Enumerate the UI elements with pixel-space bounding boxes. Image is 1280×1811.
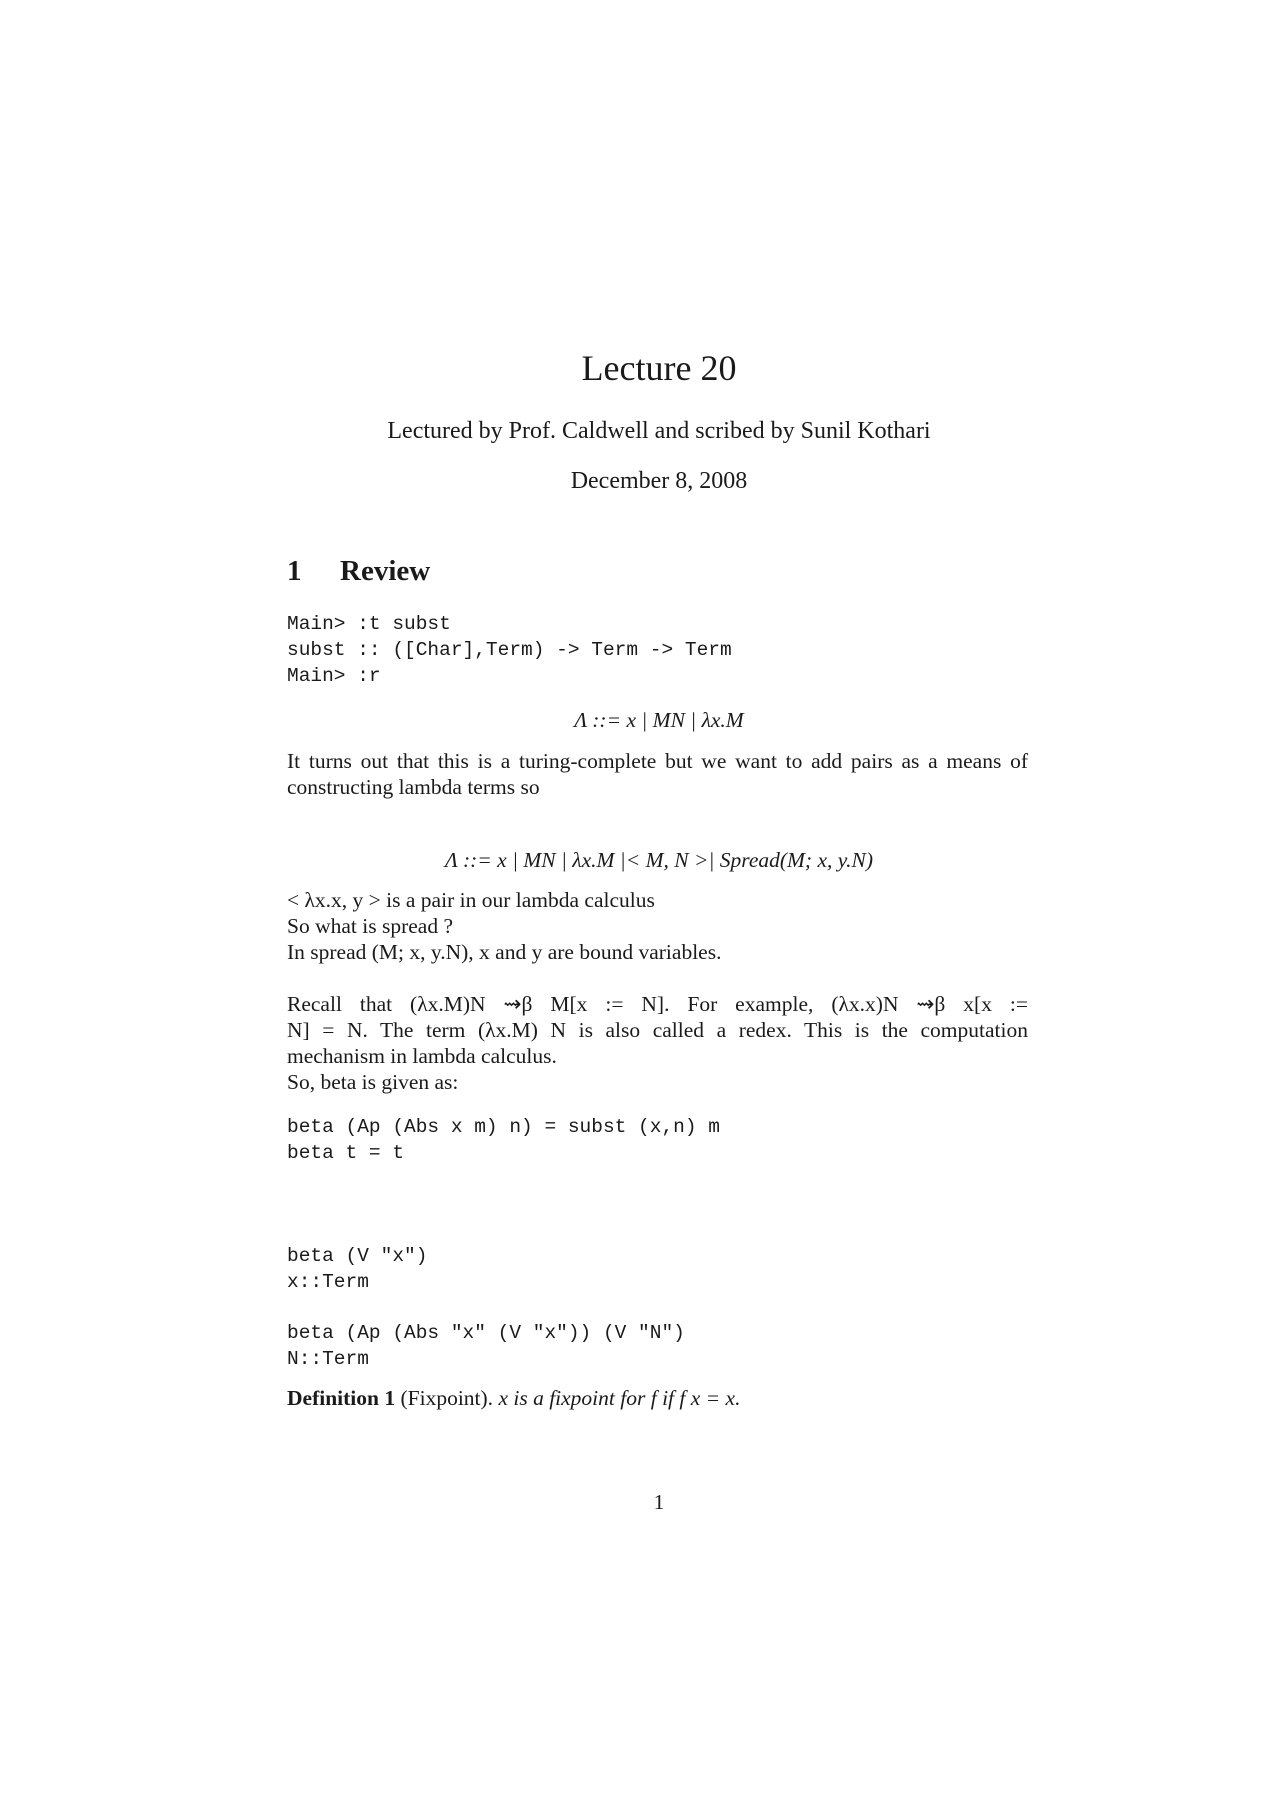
definition-body: x is a fixpoint for f if f x = x.: [498, 1386, 741, 1410]
spread-question-line: So what is spread ?: [287, 914, 453, 938]
author-byline: Lectured by Prof. Caldwell and scribed by Sunil Kothari: [387, 418, 931, 444]
page-number: 1: [653, 1490, 665, 1514]
recall-line-2: N] = N. The term (λx.M) N is also called a redex. This is the computation: [287, 1018, 1028, 1042]
recall-line-4: So, beta is given as:: [287, 1070, 459, 1094]
definition-fixpoint: [287, 1385, 740, 1411]
bound-variables-line: In spread (M; x, y.N), x and y are bound variables.: [287, 940, 722, 964]
definition-name: (Fixpoint).: [400, 1386, 494, 1410]
code-line: beta (Ap (Abs "x" (V "x")) (V "N"): [287, 1322, 685, 1344]
pair-explanation: [287, 887, 721, 965]
section-number: 1: [287, 555, 302, 587]
code-line: beta (V "x"): [287, 1245, 428, 1267]
code-line: subst :: ([Char],Term) -> Term -> Term: [287, 639, 732, 661]
recall-line-3: mechanism in lambda calculus.: [287, 1044, 557, 1068]
paragraph-beta-reduction: [287, 991, 1028, 1095]
paragraph-turing-complete: It turns out that this is a turing-complete but we want to add pairs as a means of constructing lambda terms so: [287, 749, 1028, 799]
code-block-beta-var: [287, 1243, 427, 1295]
code-line: x::Term: [287, 1271, 369, 1293]
code-line: Main> :r: [287, 665, 381, 687]
code-block-ghci-session: [287, 611, 732, 689]
grammar-equation-1: Λ ::= x | MN | λx.M: [574, 708, 744, 732]
code-block-beta-app: [287, 1320, 685, 1372]
code-line: N::Term: [287, 1348, 369, 1370]
recall-line-1: Recall that (λx.M)N ⇝β M[x := N]. For example, (λx.x)N ⇝β x[x :=: [287, 992, 1028, 1016]
code-line: beta (Ap (Abs x m) n) = subst (x,n) m: [287, 1116, 720, 1138]
section-title: Review: [340, 555, 431, 587]
code-line: beta t = t: [287, 1142, 405, 1164]
page-title: Lecture 20: [581, 348, 737, 388]
code-block-beta-definition: [287, 1114, 720, 1166]
definition-label: Definition 1: [287, 1386, 396, 1410]
grammar-equation-2: Λ ::= x | MN | λx.M |< M, N >| Spread(M; x, y.N): [444, 848, 873, 872]
document-date: December 8, 2008: [570, 468, 748, 494]
pair-line: < λx.x, y > is a pair in our lambda calculus: [287, 888, 655, 912]
code-line: Main> :t subst: [287, 613, 451, 635]
